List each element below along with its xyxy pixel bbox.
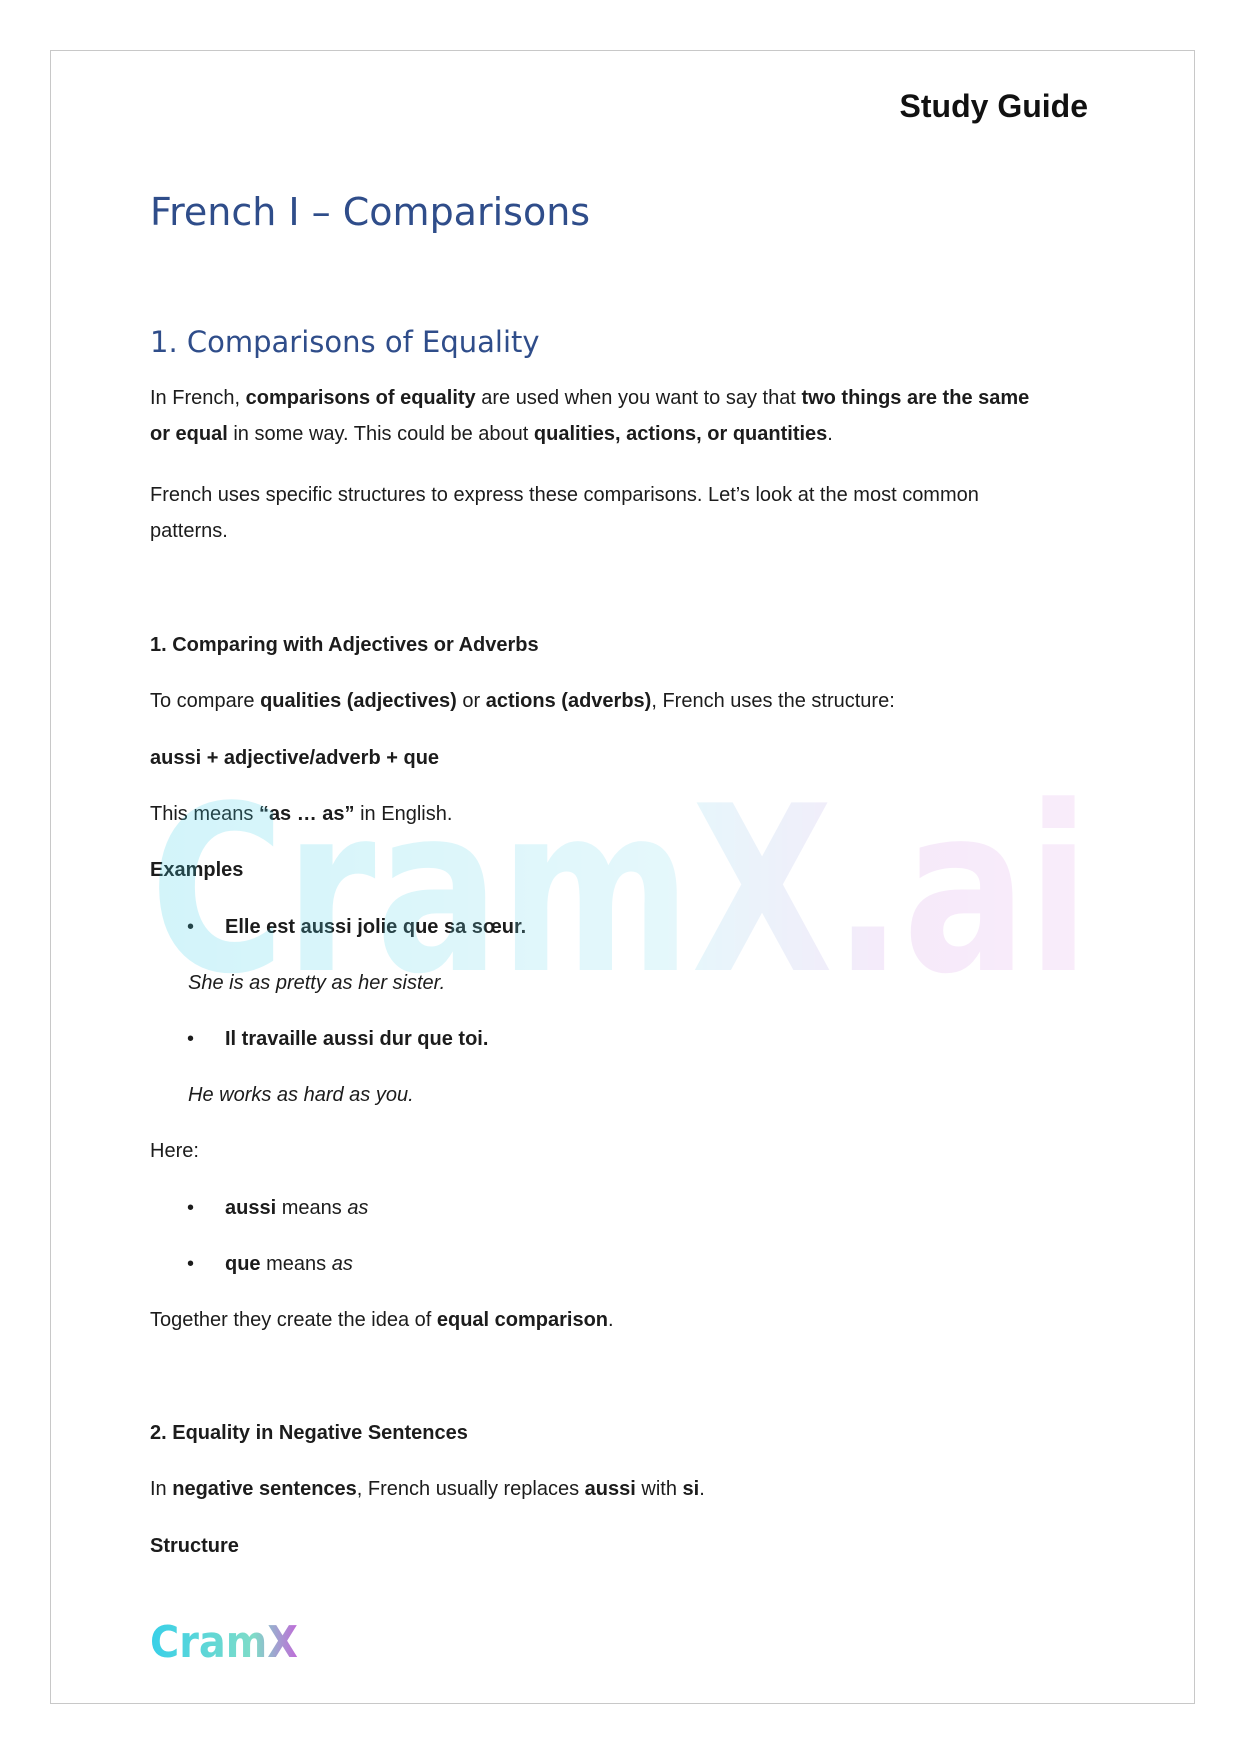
study-guide-label: Study Guide — [899, 88, 1088, 124]
example-1-translation: She is as pretty as her sister. — [188, 972, 446, 994]
intro-paragraph-1: In French, comparisons of equality are used when you want to say that two things are the same or equal in some way. This could be about qualities, actions, or quantities. — [150, 387, 1030, 445]
bullet: • — [187, 1197, 195, 1219]
subsection-1-paragraph: To compare qualities (adjectives) or actions (adverbs), French uses the structure: — [150, 690, 895, 712]
intro-paragraph-2: French uses specific structures to express these comparisons. Let’s look at the most common patterns. — [150, 484, 979, 542]
subsection-2-paragraph: In negative sentences, French usually replaces aussi with si. — [150, 1478, 705, 1500]
subsection-2-heading: 2. Equality in Negative Sentences — [150, 1422, 468, 1444]
examples-label: Examples — [150, 859, 244, 881]
formula: aussi + adjective/adverb + que — [150, 747, 440, 769]
svg-text:CramX.ai: CramX.ai — [150, 760, 1090, 1000]
term-aussi: • aussi means as — [150, 1190, 368, 1226]
subsection-1-heading: 1. Comparing with Adjectives or Adverbs — [150, 634, 539, 656]
bullet: • — [187, 1028, 195, 1050]
structure-label: Structure — [150, 1535, 239, 1557]
bullet: • — [187, 916, 195, 938]
here-label: Here: — [150, 1140, 199, 1162]
example-2: • Il travaille aussi dur que toi. — [150, 1021, 488, 1057]
cramx-footer-logo — [150, 1615, 300, 1665]
bullet: • — [187, 1253, 195, 1275]
document-title: French I – Comparisons — [150, 190, 591, 234]
example-2-translation: He works as hard as you. — [188, 1084, 414, 1106]
term-que: • que means as — [150, 1246, 353, 1282]
together-line: Together they create the idea of equal comparison. — [150, 1309, 614, 1331]
meaning-line: This means “as … as” in English. — [150, 803, 453, 825]
section-heading: 1. Comparisons of Equality — [150, 325, 540, 359]
svg-text:CramX: CramX — [150, 1617, 299, 1665]
example-1: • Elle est aussi jolie que sa sœur. — [150, 909, 526, 945]
